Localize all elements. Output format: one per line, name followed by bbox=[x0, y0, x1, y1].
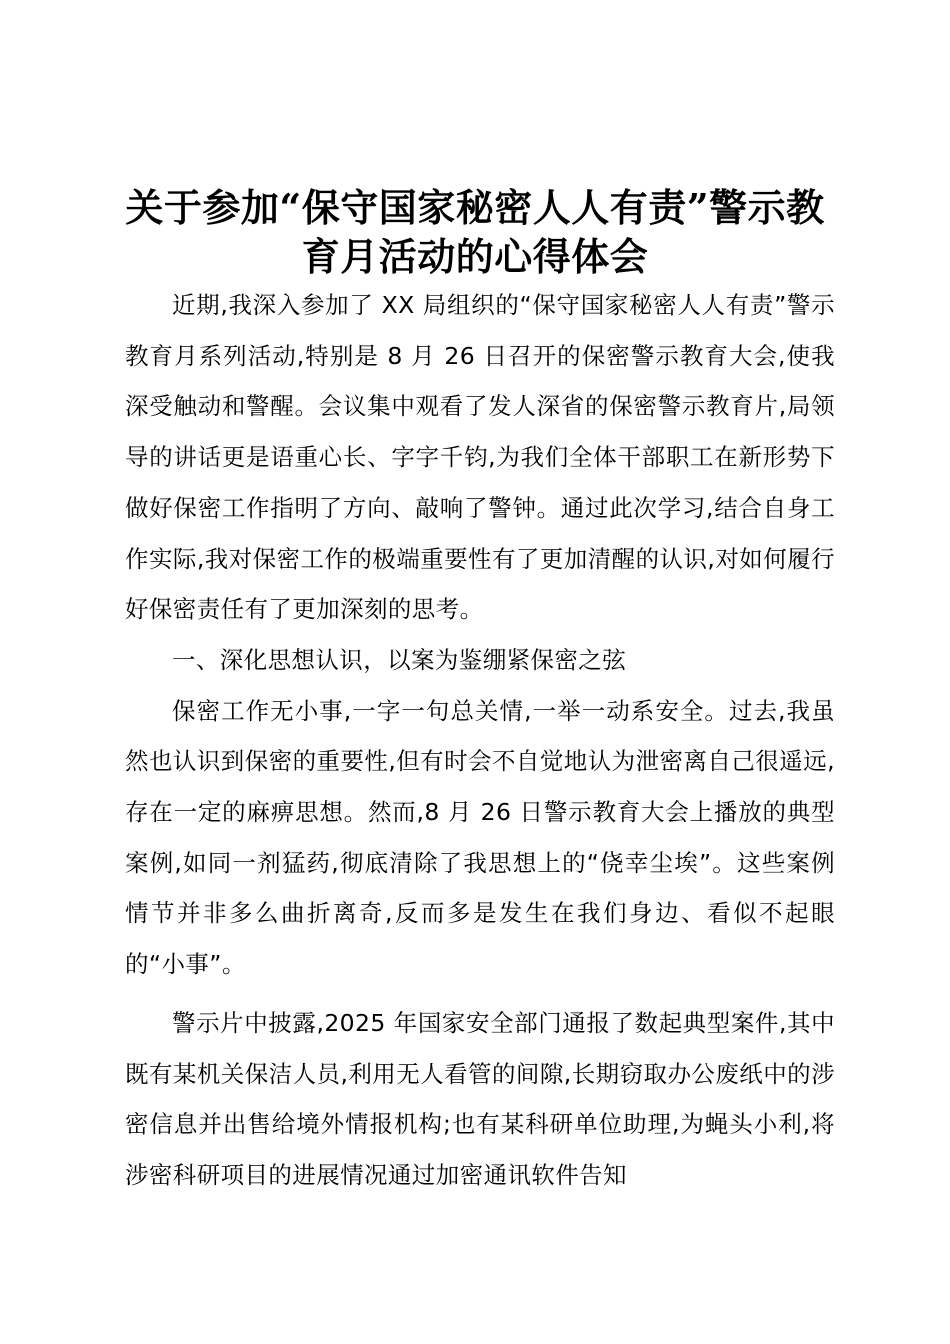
document-title: 关于参加“保守国家秘密人人有责”警示教育月活动的心得体会 bbox=[125, 185, 825, 279]
document-body bbox=[125, 280, 835, 1201]
paragraph-section-1: 保密工作无小事,一字一句总关情,一举一动系安全。过去,我虽然也认识到保密的重要性,但有时会不自觉地认为泄密离自己很遥远,存在一定的麻痹思想。然而,8 月 26 日警示教育大会上播放的典型案例,如同一剂猛药,彻底清除了我思想上的“侥幸尘埃”。这些案例情节并非多么曲折离奇,反而多是发生在我们身边、看似不起眼的“小事”。 bbox=[125, 696, 835, 979]
section-heading: 一、深化思想认识，以案为鉴绷紧保密之弦 bbox=[172, 645, 627, 674]
paragraph-case-description: 警示片中披露,2025 年国家安全部门通报了数起典型案件,其中既有某机关保洁人员,利用无人看管的间隙,长期窃取办公废纸中的涉密信息并出售给境外情报机构;也有某科研单位助理,为蝇头小利,将涉密科研项目的进展情况通过加密通讯软件告知 bbox=[125, 1008, 835, 1189]
paragraph-intro: 近期,我深入参加了 XX 局组织的“保守国家秘密人人有责”警示教育月系列活动,特别是 8 月 26 日召开的保密警示教育大会,使我深受触动和警醒。会议集中观看了发人深省的保密警示教育片,局领导的讲话更是语重心长、字字千钧,为我们全体干部职工在新形势下做好保密工作指明了方向、敲响了警钟。通过此次学习,结合自身工作实际,我对保密工作的极端重要性有了更加清醒的认识,对如何履行好保密责任有了更加深刻的思考。 bbox=[125, 291, 835, 624]
